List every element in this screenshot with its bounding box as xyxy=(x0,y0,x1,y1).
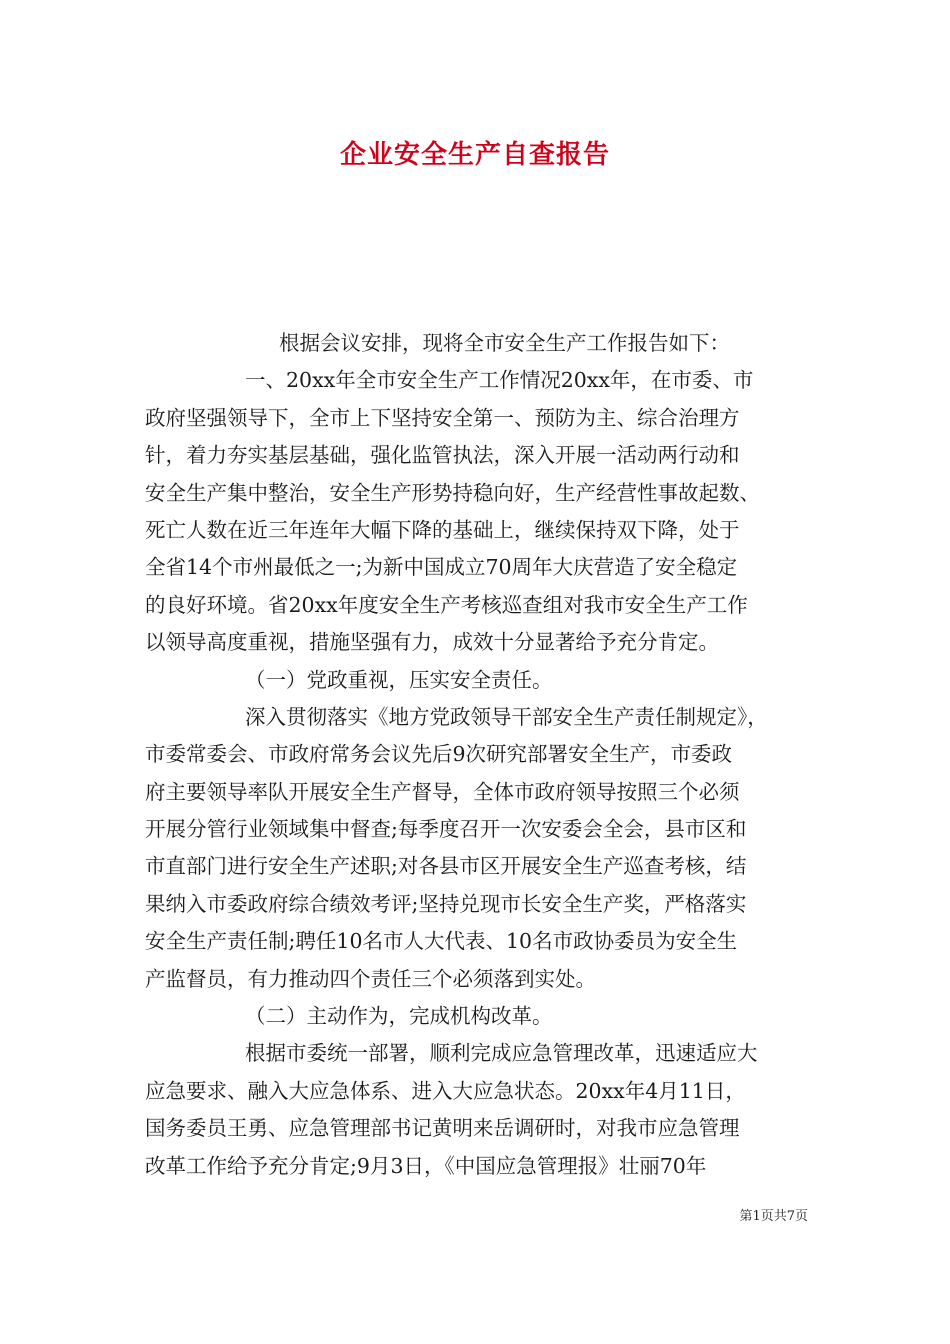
paragraph-line: 国务委员王勇、应急管理部书记黄明来岳调研时，对我市应急管理 xyxy=(145,1116,740,1141)
paragraph-line: 一、20xx年全市安全生产工作情况20xx年，在市委、市 xyxy=(245,368,754,393)
document-title: 企业安全生产自查报告 xyxy=(339,140,610,170)
section-heading: （一）党政重视，压实安全责任。 xyxy=(245,667,553,692)
paragraph-line: 应急要求、融入大应急体系、进入大应急状态。20xx年4月11日， xyxy=(145,1078,746,1103)
paragraph-line: 政府坚强领导下，全市上下坚持安全第一、预防为主、综合治理方 xyxy=(145,405,740,430)
paragraph-line: 开展分管行业领域集中督查;每季度召开一次安委会全会，县市区和 xyxy=(145,817,747,842)
paragraph-line: 市直部门进行安全生产述职;对各县市区开展安全生产巡查考核，结 xyxy=(145,854,747,879)
paragraph-line: 全省14个市州最低之一;为新中国成立70周年大庆营造了安全稳定 xyxy=(145,555,738,580)
paragraph-line: 的良好环境。省20xx年度安全生产考核巡查组对我市安全生产工作 xyxy=(145,592,748,617)
paragraph-line: 死亡人数在近三年连年大幅下降的基础上，继续保持双下降，处于 xyxy=(145,517,740,542)
paragraph-line: 安全生产集中整治，安全生产形势持稳向好，生产经营性事故起数、 xyxy=(145,480,760,505)
paragraph-line: 深入贯彻落实《地方党政领导干部安全生产责任制规定》， xyxy=(245,704,768,729)
paragraph-line: 以领导高度重视，措施坚强有力，成效十分显著给予充分肯定。 xyxy=(145,630,719,655)
paragraph-line: 产监督员，有力推动四个责任三个必须落到实处。 xyxy=(145,966,596,991)
paragraph-line: 针，着力夯实基层基础，强化监管执法，深入开展一活动两行动和 xyxy=(145,443,740,468)
paragraph-line: 改革工作给予充分肯定;9月3日，《中国应急管理报》壮丽70年 xyxy=(145,1153,707,1178)
paragraph-line: 根据市委统一部署，顺利完成应急管理改革，迅速适应大 xyxy=(245,1041,758,1066)
document-body xyxy=(145,325,810,1185)
section-heading: （二）主动作为，完成机构改革。 xyxy=(245,1004,553,1029)
page-number: 第1页共7页 xyxy=(739,1209,808,1224)
paragraph-line: 果纳入市委政府综合绩效考评;坚持兑现市长安全生产奖，严格落实 xyxy=(145,891,747,916)
paragraph-line: 市委常委会、市政府常务会议先后9次研究部署安全生产，市委政 xyxy=(145,742,733,767)
paragraph-line: 安全生产责任制;聘任10名市人大代表、10名市政协委员为安全生 xyxy=(145,929,738,954)
paragraph-line: 根据会议安排，现将全市安全生产工作报告如下： xyxy=(279,331,730,355)
paragraph-line: 府主要领导率队开展安全生产督导，全体市政府领导按照三个必须 xyxy=(145,779,740,804)
